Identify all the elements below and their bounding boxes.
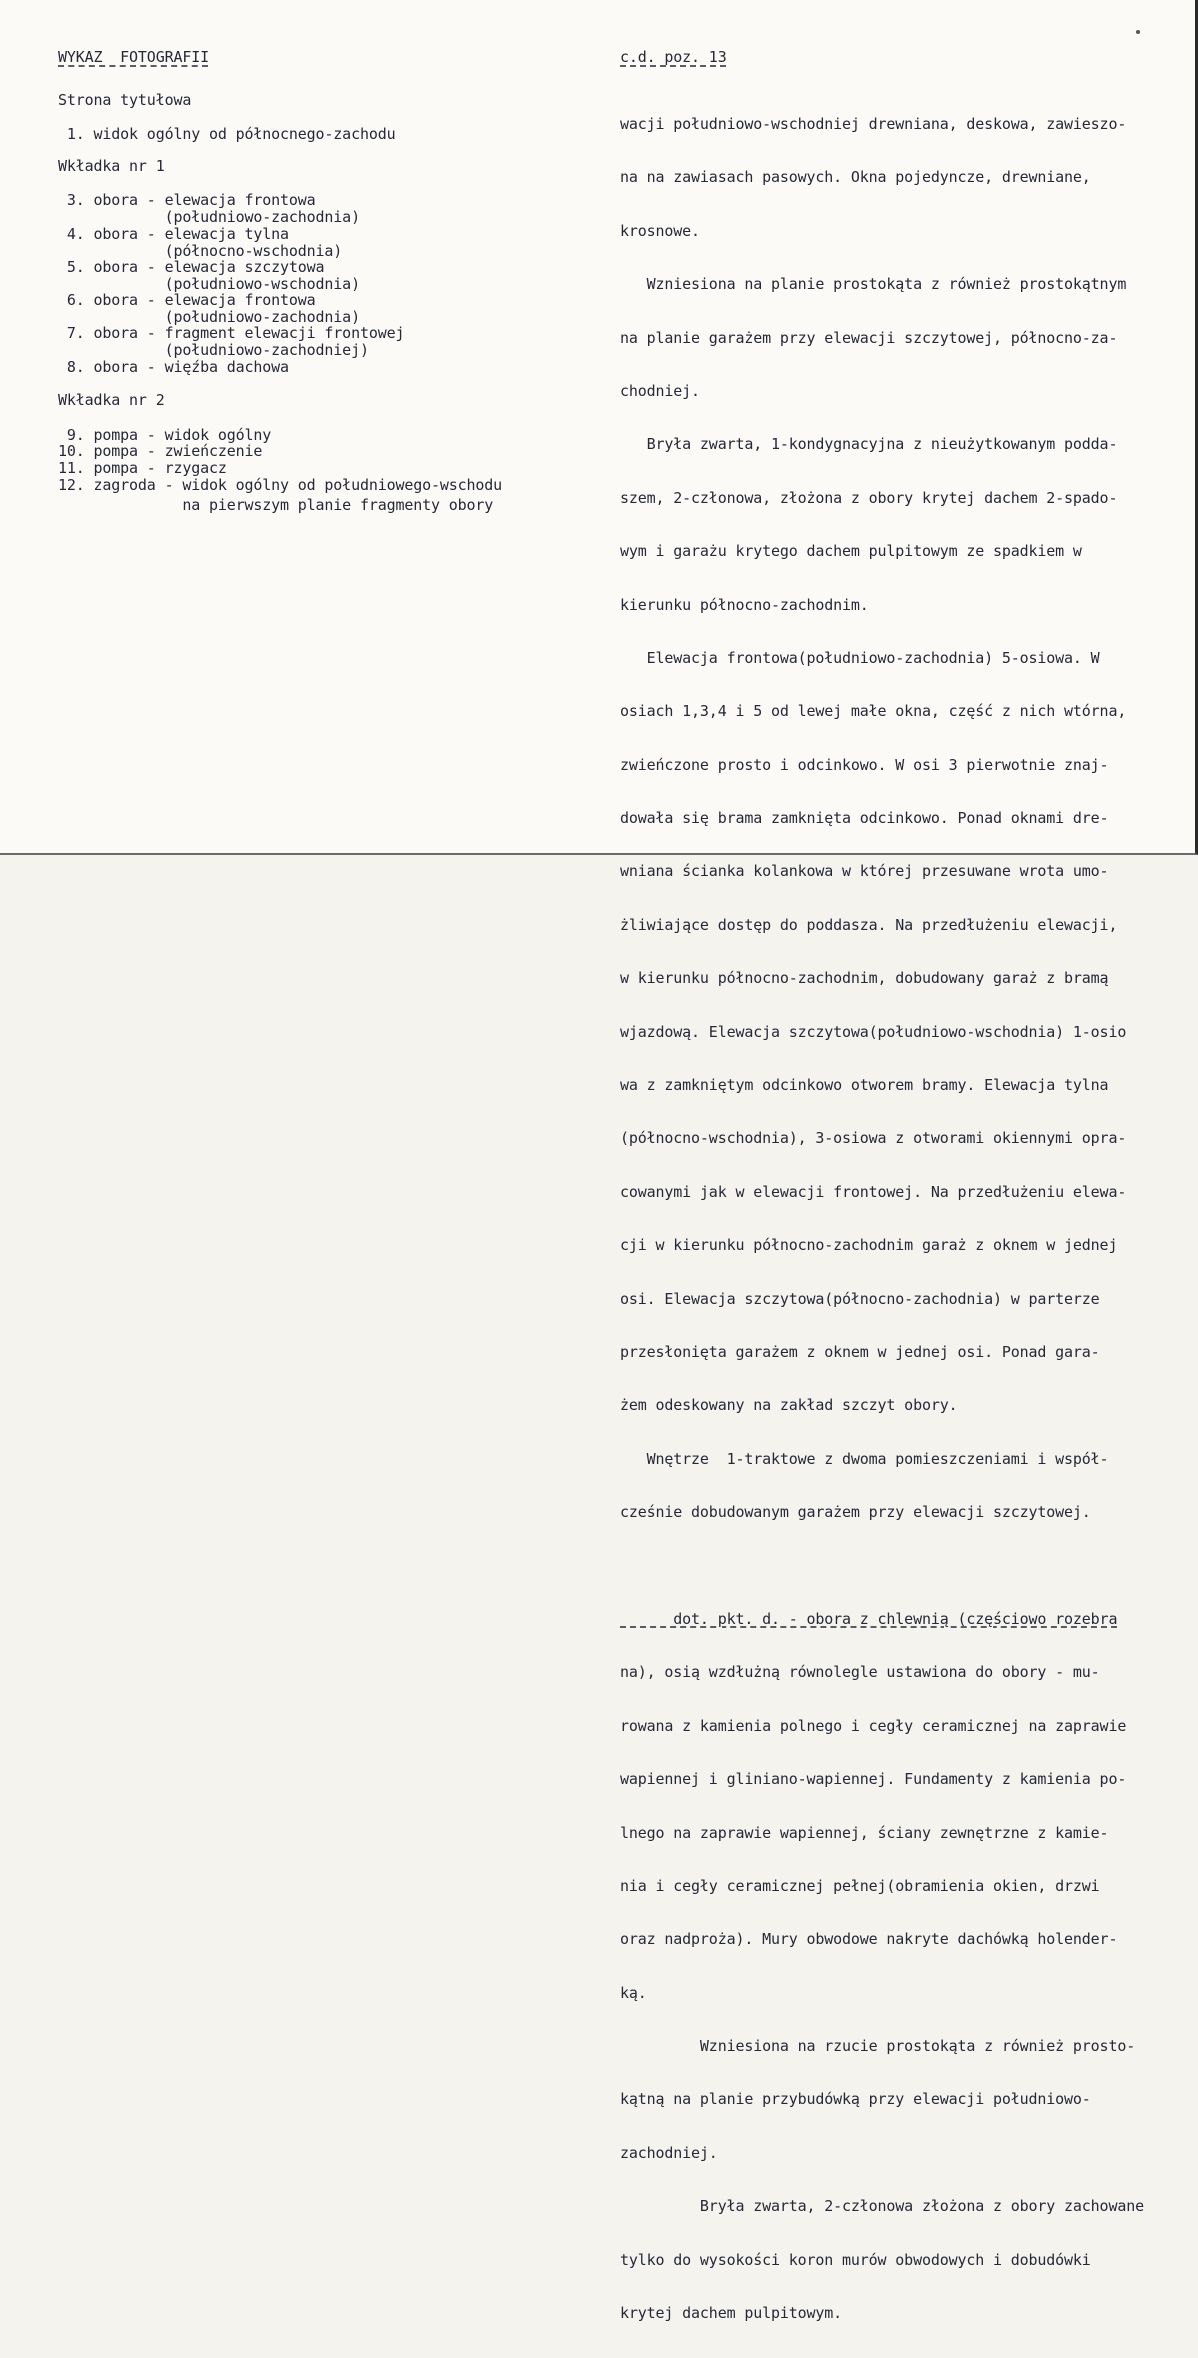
text-line: (północno-wschodnia), 3-osiowa z otworami okiennymi opra- (620, 1129, 1127, 1148)
photo-item-3: 3. obora - elewacja frontowa (58, 191, 316, 209)
photo-item-10: 10. pompa - zwieńczenie (58, 442, 263, 460)
text-line: Wzniesiona na planie prostokąta z również prostokątnym (620, 275, 1127, 294)
text-line: chodniej. (620, 381, 700, 400)
continuation-heading: c.d. poz. 13 (620, 48, 727, 66)
text-line: wjazdową. Elewacja szczytowa(południowo-wschodnia) 1-osio (620, 1022, 1127, 1041)
text-line: zachodniej. (620, 2143, 718, 2162)
title-page-label: Strona tytułowa (58, 91, 192, 109)
text-line: cześnie dobudowanym garażem przy elewacji szczytowej. (620, 1503, 1091, 1522)
text-line: Elewacja frontowa(południowo-zachodnia) 5-osiowa. W (620, 648, 1100, 667)
text-line: Bryła zwarta, 2-członowa złożona z obory zachowane (620, 2197, 1144, 2216)
text-line: żem odeskowany na zakład szczyt obory. (620, 1396, 958, 1415)
photo-item-11: 11. pompa - rzygacz (58, 459, 227, 477)
text-line: wa z zamkniętym odcinkowo otworem bramy. Elewacja tylna (620, 1076, 1109, 1095)
text-line: krytej dachem pulpitowym. (620, 2304, 843, 2323)
text-line: cowanymi jak w elewacji frontowej. Na przedłużeniu elewa- (620, 1182, 1127, 1201)
photo-item-4: 4. obora - elewacja tylna (58, 225, 289, 243)
text-line: wym i garażu krytego dachem pulpitowym ze spadkiem w (620, 542, 1082, 561)
photo-list-column (58, 46, 598, 514)
description-text (620, 80, 1144, 2358)
photo-item-12: 12. zagroda - widok ogólny od południowego-wschodu (58, 476, 503, 494)
text-line: wniana ścianka kolankowa w której przesuwane wrota umo- (620, 862, 1109, 881)
photo-item-5-cont: (południowo-wschodnia) (58, 275, 360, 293)
text-line: rowana z kamienia polnego i cegły ceramicznej na zaprawie (620, 1716, 1127, 1735)
text-line: cji w kierunku północno-zachodnim garaż z oknem w jednej (620, 1236, 1118, 1255)
text-line: na planie garażem przy elewacji szczytowej, północno-za- (620, 328, 1118, 347)
text-line: kierunku północno-zachodnim. (620, 595, 869, 614)
text-line: Wnętrze 1-traktowe z dwoma pomieszczeniami i współ- (620, 1449, 1109, 1468)
photo-item-5: 5. obora - elewacja szczytowa (58, 258, 325, 276)
photo-item-8: 8. obora - więźba dachowa (58, 358, 289, 376)
text-line: osi. Elewacja szczytowa(północno-zachodnia) w parterze (620, 1289, 1100, 1308)
photo-item-12-cont: na pierwszym planie fragmenty obory (58, 496, 494, 514)
photo-item-4-cont: (północno-wschodnia) (58, 242, 343, 260)
text-line: nia i cegły ceramicznej pełnej(obramienia okien, drzwi (620, 1876, 1100, 1895)
photo-list-heading: WYKAZ FOTOGRAFII (58, 48, 209, 66)
text-line: oraz nadproża). Mury obwodowe nakryte dachówką holender- (620, 1930, 1118, 1949)
text-line: na), osią wzdłużną równolegle ustawiona do obory - mu- (620, 1663, 1100, 1682)
insert-1-label: Wkładka nr 1 (58, 157, 165, 175)
text-line: w kierunku północno-zachodnim, dobudowany garaż z bramą (620, 969, 1109, 988)
photo-item-6-cont: (południowo-zachodnia) (58, 308, 360, 326)
text-line: osiach 1,3,4 i 5 od lewej małe okna, część z nich wtórna, (620, 702, 1127, 721)
text-line: wacji południowo-wschodniej drewniana, deskowa, zawieszo- (620, 115, 1127, 133)
text-line: krosnowe. (620, 221, 700, 240)
text-line: żliwiające dostęp do poddasza. Na przedłużeniu elewacji, (620, 915, 1118, 934)
text-line: na na zawiasach pasowych. Okna pojedyncze, drewniane, (620, 168, 1091, 187)
photo-item-6: 6. obora - elewacja frontowa (58, 291, 316, 309)
text-line: Wzniesiona na rzucie prostokąta z również prosto- (620, 2037, 1136, 2056)
text-line: tylko do wysokości koron murów obwodowych i dobudówki (620, 2250, 1091, 2269)
photo-item-3-cont: (południowo-zachodnia) (58, 208, 360, 226)
text-line: lnego na zaprawie wapiennej, ściany zewnętrzne z kamie- (620, 1823, 1109, 1842)
text-line: ką. (620, 1983, 647, 2002)
ink-dot-mark (1136, 30, 1140, 34)
text-line: zwieńczone prosto i odcinkowo. W osi 3 pierwotnie znaj- (620, 755, 1109, 774)
text-line: wapiennej i gliniano-wapiennej. Fundamenty z kamienia po- (620, 1770, 1127, 1789)
text-line: szem, 2-członowa, złożona z obory krytej dachem 2-spado- (620, 488, 1118, 507)
insert-2-label: Wkładka nr 2 (58, 391, 165, 409)
photo-item-9: 9. pompa - widok ogólny (58, 426, 272, 444)
photo-item-1: 1. widok ogólny od północnego-zachodu (58, 125, 396, 143)
text-line: Bryła zwarta, 1-kondygnacyjna z nieużytkowanym podda- (620, 435, 1118, 454)
text-line: dowała się brama zamknięta odcinkowo. Ponad oknami dre- (620, 809, 1109, 828)
photo-item-7-cont: (południowo-zachodniej) (58, 341, 369, 359)
photo-item-7: 7. obora - fragment elewacji frontowej (58, 324, 405, 342)
text-line: przesłonięta garażem z oknem w jednej osi. Ponad gara- (620, 1342, 1100, 1361)
subsection-heading-line: dot. pkt. d. - obora z chlewnią (częściowo rozebra (620, 1609, 1118, 1628)
text-line: kątną na planie przybudówką przy elewacji południowo- (620, 2090, 1091, 2109)
blank-line (620, 1558, 1144, 1575)
description-column (620, 46, 1195, 2323)
